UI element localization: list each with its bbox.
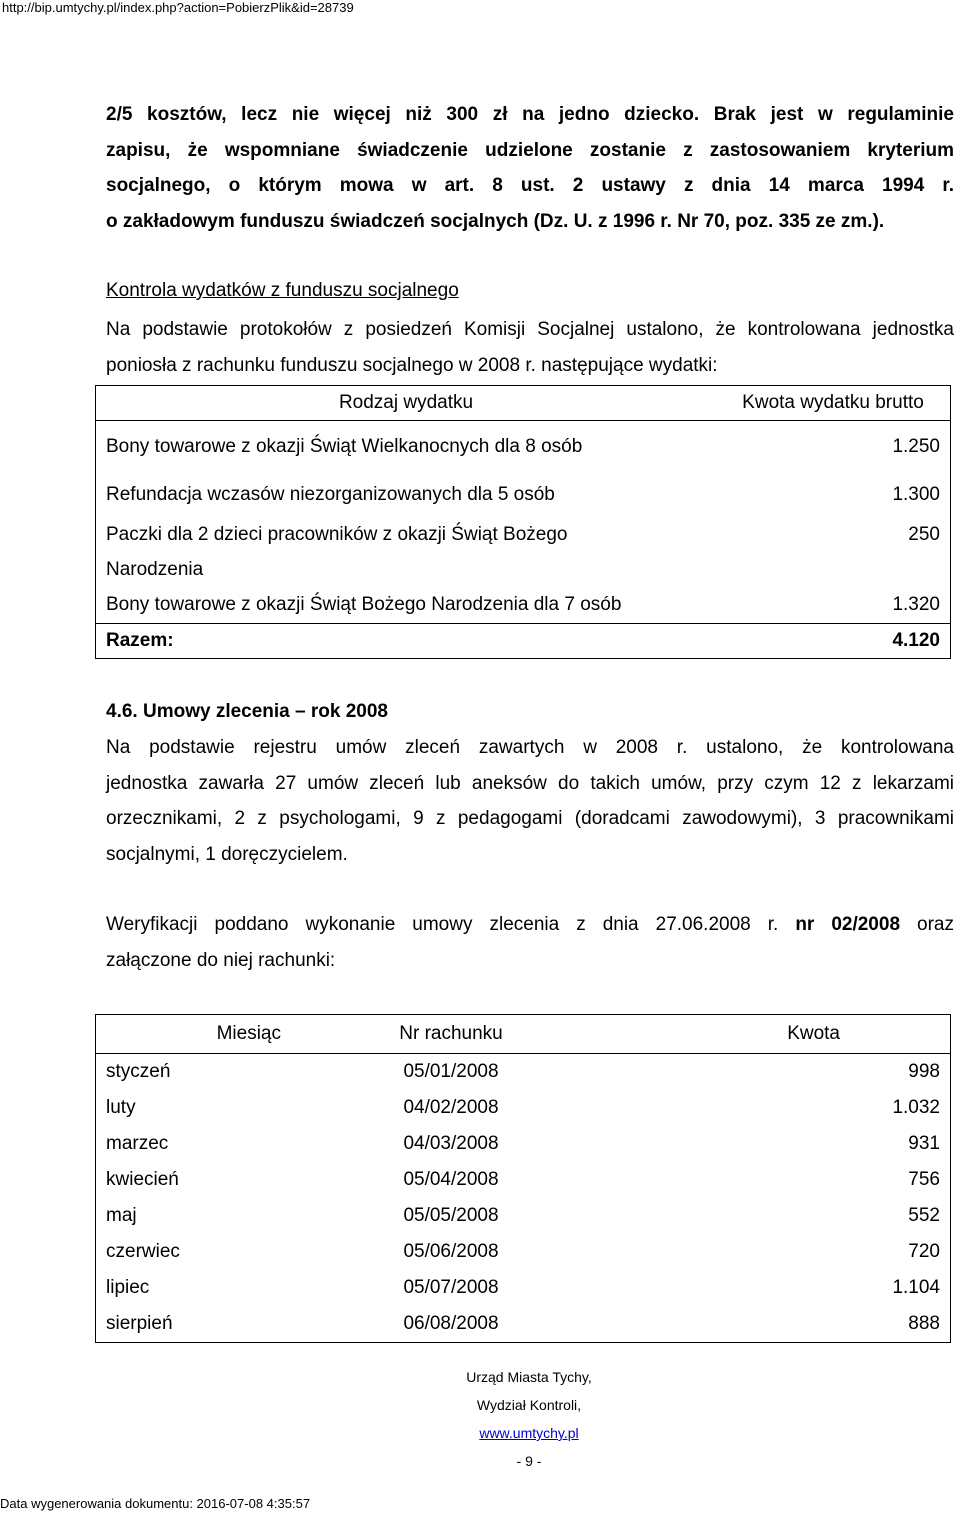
month-cell: luty [96, 1090, 282, 1126]
month-cell: styczeń [96, 1054, 282, 1091]
invoice-number-cell: 05/04/2008 [403, 1169, 499, 1190]
amount-cell: 888 [621, 1306, 951, 1343]
paragraph-line: Na podstawie rejestru umów zleceń zawartych w 2008 r. ustalono, że kontrolowana [106, 737, 954, 758]
paragraph-line: poniosła z rachunku funduszu socjalnego w 2008 r. następujące wydatki: [106, 354, 718, 376]
source-url: http://bip.umtychy.pl/index.php?action=PobierzPlik&id=28739 [2, 0, 354, 15]
expense-amount: 1.300 [716, 473, 951, 517]
expense-amount: 1.320 [716, 587, 951, 624]
footer-website [0, 1425, 960, 1441]
footer-office: Urząd Miasta Tychy, [466, 1369, 592, 1385]
paragraph-line: Na podstawie protokołów z posiedzeń Komisji Socjalnej ustalono, że kontrolowana jednostka [106, 319, 954, 340]
table-total-row [96, 624, 951, 659]
table-row [96, 1054, 951, 1091]
paragraph-line [106, 907, 954, 943]
expense-amount: 1.250 [716, 421, 951, 474]
expense-label-line: Narodzenia [106, 559, 204, 580]
total-label: Razem: [96, 624, 717, 659]
amount-cell: 720 [621, 1234, 951, 1270]
section-heading-contracts [106, 694, 954, 730]
paragraph-line: jednostka zawarła 27 umów zleceń lub aneksów do takich umów, przy czym 12 z lekarzami [106, 772, 954, 794]
verification-text-end: oraz [917, 914, 954, 935]
section-heading-social-fund: Kontrola wydatków z funduszu socjalnego [106, 280, 459, 301]
paragraph-line: socjalnego, o którym mowa w art. 8 ust. 2 ustawy z dnia 14 marca 1994 r. [106, 175, 954, 196]
paragraph-contracts [106, 730, 954, 872]
month-cell: sierpień [96, 1306, 282, 1343]
amount-cell: 1.104 [621, 1270, 951, 1306]
contract-number: nr 02/2008 [795, 914, 901, 935]
table-row [96, 517, 951, 587]
paragraph-social-fund [106, 312, 954, 383]
amount-cell: 998 [621, 1054, 951, 1091]
verification-text: Weryfikacji poddano wykonanie umowy zlecenia z dnia 27.06.2008 r. [106, 914, 779, 935]
paragraph-line: zapisu, że wspomniane świadczenie udzielone zostanie z zastosowaniem kryterium [106, 139, 954, 161]
paragraph-line: socjalnymi, 1 doręczycielem. [106, 843, 348, 865]
invoices-table [95, 1014, 951, 1343]
paragraph-verification [106, 907, 954, 978]
amount-cell: 1.032 [621, 1090, 951, 1126]
generation-date: Data wygenerowania dokumentu: 2016-07-08 4:35:57 [0, 1496, 311, 1511]
amount-cell: 931 [621, 1126, 951, 1162]
expense-label [96, 517, 717, 587]
expenses-table [95, 385, 951, 659]
column-header-expense-type: Rodzaj wydatku [96, 386, 717, 421]
invoice-number-cell: 04/03/2008 [403, 1133, 499, 1154]
invoice-number-cell: 04/02/2008 [403, 1097, 499, 1118]
total-amount: 4.120 [716, 624, 951, 659]
paragraph-line: 2/5 kosztów, lecz nie więcej niż 300 zł na jedno dziecko. Brak jest w regulaminie [106, 104, 954, 125]
paragraph-line: o zakładowym funduszu świadczeń socjalnych (Dz. U. z 1996 r. Nr 70, poz. 335 ze zm.). [106, 210, 885, 232]
table-row [96, 1306, 951, 1343]
table-row [96, 421, 951, 474]
month-cell: kwiecień [96, 1162, 282, 1198]
month-cell: czerwiec [96, 1234, 282, 1270]
amount-cell: 552 [621, 1198, 951, 1234]
section-heading-text: 4.6. Umowy zlecenia – rok 2008 [106, 701, 388, 722]
column-header-amount: Kwota [621, 1015, 951, 1054]
expense-amount: 250 [716, 517, 951, 587]
table-row [96, 1090, 951, 1126]
paragraph-line: orzecznikami, 2 z psychologami, 9 z pedagogami (doradcami zawodowymi), 3 pracownikami [106, 808, 954, 829]
table-row [96, 1234, 951, 1270]
table-row [96, 1162, 951, 1198]
invoice-number-cell: 06/08/2008 [281, 1306, 621, 1343]
paragraph-intro [106, 97, 954, 239]
invoice-number-cell: 05/06/2008 [403, 1241, 499, 1262]
expense-label: Refundacja wczasów niezorganizowanych dla 5 osób [96, 473, 717, 517]
invoice-number-cell: 05/05/2008 [403, 1205, 499, 1226]
page-number: - 9 - [516, 1453, 542, 1469]
month-cell: lipiec [96, 1270, 282, 1306]
table-row [96, 1270, 951, 1306]
month-cell: maj [96, 1198, 282, 1234]
column-header-invoice-no: Nr rachunku [281, 1015, 621, 1054]
table-header-row [96, 386, 951, 421]
month-cell: marzec [96, 1126, 282, 1162]
expense-label: Bony towarowe z okazji Świąt Bożego Narodzenia dla 7 osób [96, 587, 717, 624]
table-row [96, 1126, 951, 1162]
invoice-number-cell: 05/07/2008 [403, 1277, 499, 1298]
invoice-number-cell: 05/01/2008 [403, 1061, 499, 1082]
amount-cell: 756 [621, 1162, 951, 1198]
table-row [96, 587, 951, 624]
table-header-row [96, 1015, 951, 1054]
table-row [96, 473, 951, 517]
expense-label: Bony towarowe z okazji Świąt Wielkanocnych dla 8 osób [96, 421, 717, 474]
footer-department: Wydział Kontroli, [476, 1397, 582, 1413]
paragraph-line: załączone do niej rachunki: [106, 949, 336, 971]
column-header-month: Miesiąc [96, 1015, 282, 1054]
expense-label-line: Paczki dla 2 dzieci pracowników z okazji Świąt Bożego [106, 524, 568, 545]
table-row [96, 1198, 951, 1234]
footer-website-link[interactable]: www.umtychy.pl [479, 1425, 579, 1441]
column-header-amount: Kwota wydatku brutto [716, 386, 951, 421]
